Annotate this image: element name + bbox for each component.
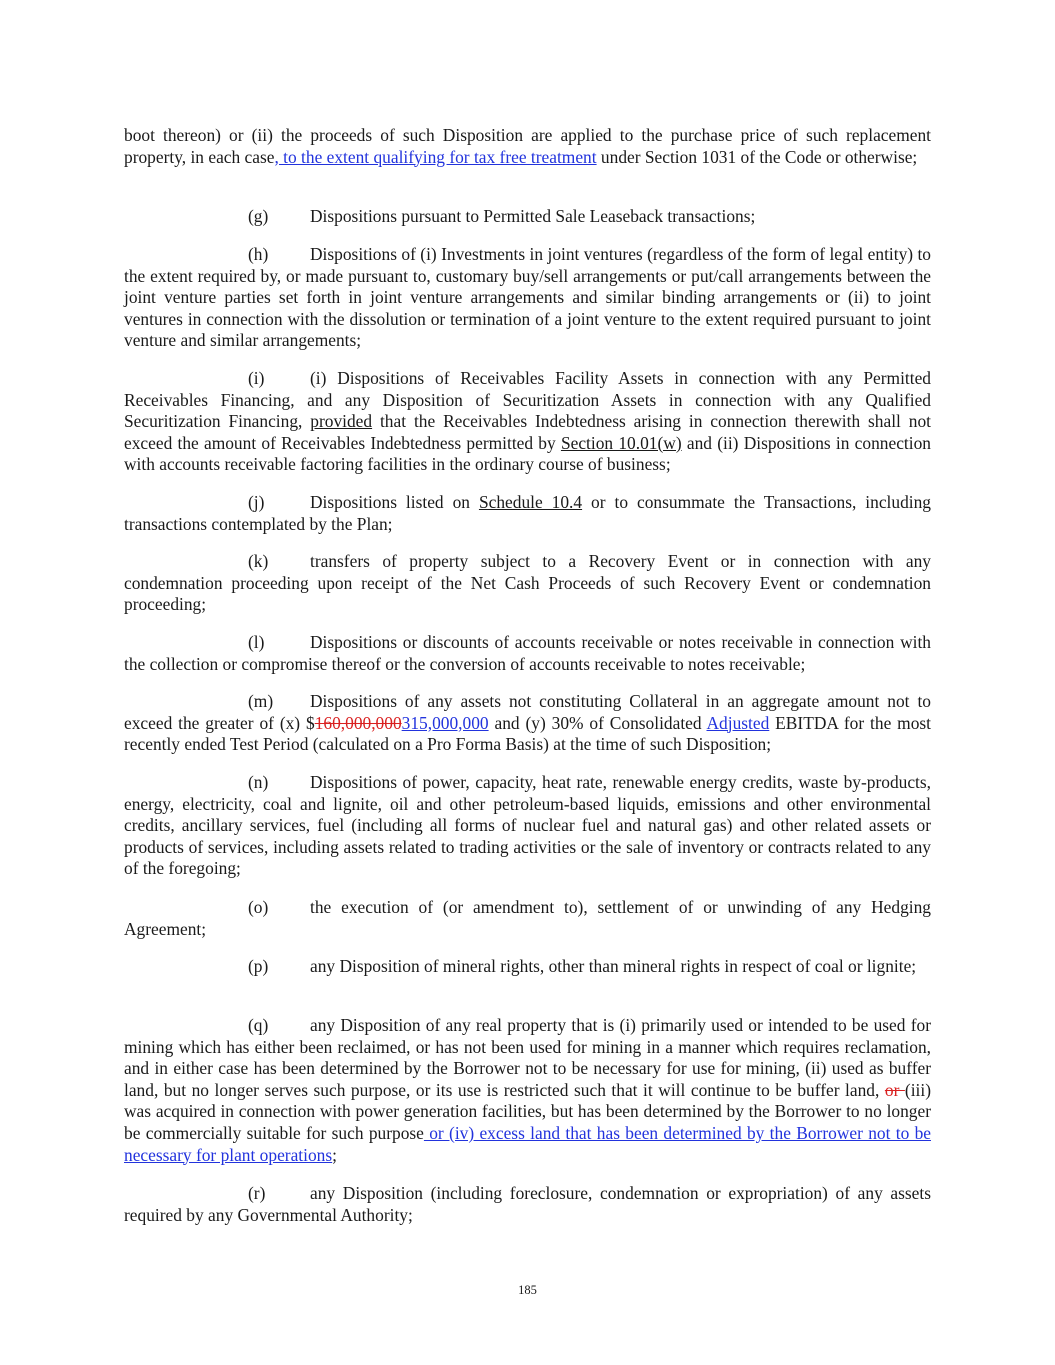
clause-text: any Disposition of mineral rights, other than mineral rights in respect of coal or lignite; [310,956,917,976]
text-run: (iii) was acquired in connection with power generation facilities, but has been determined by the Borrower to no longer be commercially suitable for such purpose [124,1079,931,1143]
clause-label: (q) [248,1015,269,1035]
clause-text: Dispositions or discounts of accounts receivable or notes receivable in connection with the collection or compromise thereof or the conversion of accounts receivable to notes receivable; [124,632,931,674]
section-reference: Section 10.01(w) [560,432,682,453]
clause-label: (r) [248,1183,266,1203]
text-run: boot thereon) or (ii) the proceeds of such Disposition are applied to the purchase price of such replacement property, in each case [124,125,931,167]
inserted-text: Adjusted [706,712,770,733]
clause-p [124,956,931,978]
clause-r [124,1183,931,1226]
clause-label: (i) [248,368,265,388]
text-run: and (ii) Dispositions in connection with accounts receivable factoring facilities in the ordinary course of business; [124,432,931,475]
clause-l [124,632,931,675]
clause-label: (m) [248,691,274,711]
clause-o [124,897,931,940]
clause-text: the execution of (or amendment to), settlement of or unwinding of any Hedging Agreement; [124,897,931,939]
clause-text: any Disposition (including foreclosure, condemnation or expropriation) of any assets required by any Governmental Authority; [124,1183,931,1225]
inserted-text: or (iv) excess land that has been determined by the Borrower not to be necessary for plant operations [124,1122,931,1165]
clause-label: (p) [248,956,269,976]
text-run: under Section 1031 of the Code or otherwise; [596,146,918,167]
text-run: Dispositions of any assets not constituting Collateral in an aggregate amount not to exceed the greater of (x) $ [124,691,931,733]
clause-k [124,551,931,616]
clause-label: (g) [248,206,269,226]
page-number: 185 [518,1283,537,1297]
clause-text: transfers of property subject to a Recovery Event or in connection with any condemnation proceeding upon receipt of the Net Cash Proceeds of such Recovery Event or condemnation proceeding; [124,551,931,615]
clause-label: (o) [248,897,269,917]
text-run: and (y) 30% of Consolidated [488,712,707,733]
clause-label: (k) [248,551,269,571]
clause-i [124,368,931,476]
text-run: that the Receivables Indebtedness arising in connection therewith shall not exceed the amount of Receivables Indebtedness permitted by [124,411,931,453]
clause-label: (j) [248,492,265,512]
clause-text: Dispositions pursuant to Permitted Sale Leaseback transactions; [310,206,756,226]
clause-h [124,244,931,352]
schedule-reference: Schedule 10.4 [478,492,583,512]
clause-text: Dispositions of (i) Investments in joint ventures (regardless of the form of legal entity) to the extent required by, or made pursuant to, customary buy/sell arrangements or put/call arrangements between the joint venture parties set forth in joint venture arrangements and similar binding arrangements or (ii) to joint ventures in connection with the dissolution or termination of a joint venture to the extent required pursuant to joint venture and similar arrangements; [124,244,931,351]
clause-text: Dispositions of power, capacity, heat rate, renewable energy credits, waste by-products, energy, electricity, coal and lignite, oil and other petroleum-based liquids, emissions and other environmental credits, ancillary services, fuel (including all forms of nuclear fuel and natural gas) and other related assets or products of services, including assets related to trading activities or the sale of inventory or contracts related to any of the foregoing; [124,772,931,879]
clause-label: (l) [248,632,265,652]
clause-m [124,691,931,756]
text-run: any Disposition of any real property that is (i) primarily used or intended to be used for mining which has either been reclaimed, or has not been used for mining in a manner which requires reclamation, and in either case has been determined by the Borrower not to be necessary for use for mining, (ii) used as buffer land, but no longer serves such purpose, or its use is restricted such that it will continue to be buffer land, [124,1015,931,1100]
clause-j [124,492,931,535]
inserted-text: , to the extent qualifying for tax free treatment [274,146,597,167]
clause-label: (h) [248,244,269,264]
inserted-text: 315,000,000 [401,712,489,733]
clause-n [124,772,931,880]
clause-q [124,1015,931,1166]
clause-g [124,206,931,228]
continuation-paragraph [124,125,931,168]
text-run: (i) Dispositions of Receivables Facility Assets in connection with any Permitted Receivables Financing, and any Disposition of Securitization Assets in connection with any Qualified Securitization Financing, [124,368,931,432]
text-run: EBITDA for the most recently ended Test Period (calculated on a Pro Forma Basis) at the time of such Disposition; [124,712,931,755]
text-run: Dispositions listed on [310,492,479,512]
clause-label: (n) [248,772,269,792]
provided-term: provided [310,411,373,432]
deleted-text: 160,000,000 [314,712,402,733]
text-run: ; [332,1144,337,1165]
text-run: or to consummate the Transactions, including transactions contemplated by the Plan; [124,492,931,534]
deleted-text: or [884,1079,905,1100]
